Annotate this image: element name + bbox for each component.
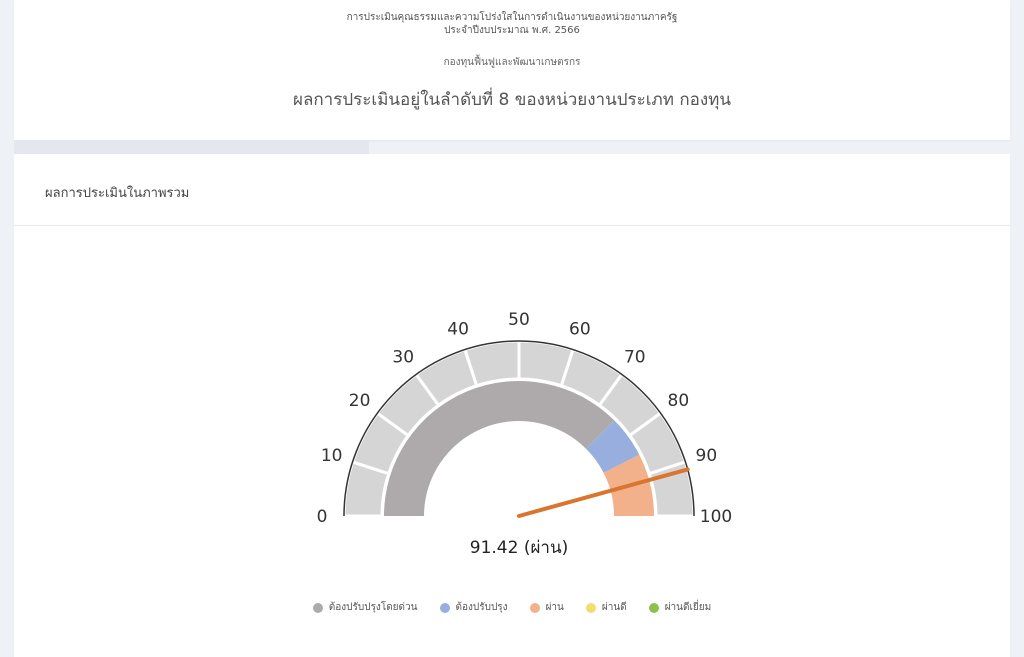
gauge-tick-label: 90 xyxy=(695,446,718,467)
legend-label: ต้องปรับปรุง xyxy=(455,602,508,613)
fiscal-year: ประจำปีงบประมาณ พ.ศ. 2566 xyxy=(444,25,580,36)
gauge-chart xyxy=(14,154,1010,657)
gauge-tick-label: 40 xyxy=(447,319,469,340)
header-card xyxy=(14,0,1010,140)
legend-item[interactable] xyxy=(530,600,564,615)
gauge-tick-label: 80 xyxy=(667,391,690,412)
gauge-tick-label: 10 xyxy=(320,446,343,467)
section-title: ผลการประเมินในภาพรวม xyxy=(45,186,190,201)
legend-dot-icon xyxy=(649,603,659,613)
gauge-tick-label: 70 xyxy=(623,347,646,368)
legend-dot-icon xyxy=(440,603,450,613)
gauge-tick-label: 0 xyxy=(316,507,328,527)
chart-legend xyxy=(14,600,1010,615)
rank-text: ผลการประเมินอยู่ในลำดับที่ 8 ของหน่วยงานประเภท กองทุน xyxy=(293,90,731,110)
gauge-tick-label: 100 xyxy=(699,507,733,527)
gauge-tick-label: 20 xyxy=(348,391,371,412)
legend-dot-icon xyxy=(586,603,596,613)
organization-name: กองทุนฟื้นฟูและพัฒนาเกษตรกร xyxy=(443,57,581,68)
legend-label: ต้องปรับปรุงโดยด่วน xyxy=(328,602,418,613)
legend-dot-icon xyxy=(313,603,323,613)
overall-result-card xyxy=(14,154,1010,657)
gauge-value-label: 91.42 (ผ่าน) xyxy=(469,538,569,558)
legend-item[interactable] xyxy=(440,600,508,615)
gauge-tick-label: 30 xyxy=(392,347,415,368)
legend-label: ผ่านดี xyxy=(601,602,627,613)
gauge-tick-label: 50 xyxy=(508,310,530,330)
legend-label: ผ่านดีเยี่ยม xyxy=(664,602,712,613)
legend-item[interactable] xyxy=(649,600,712,615)
assessment-title: การประเมินคุณธรรมและความโปร่งใสในการดำเนินงานของหน่วยงานภาครัฐ xyxy=(346,12,678,23)
tab-strip xyxy=(14,140,369,154)
legend-item[interactable] xyxy=(313,600,418,615)
gauge-tick-label: 60 xyxy=(569,319,591,340)
legend-label: ผ่าน xyxy=(545,602,564,613)
legend-item[interactable] xyxy=(586,600,627,615)
legend-dot-icon xyxy=(530,603,540,613)
